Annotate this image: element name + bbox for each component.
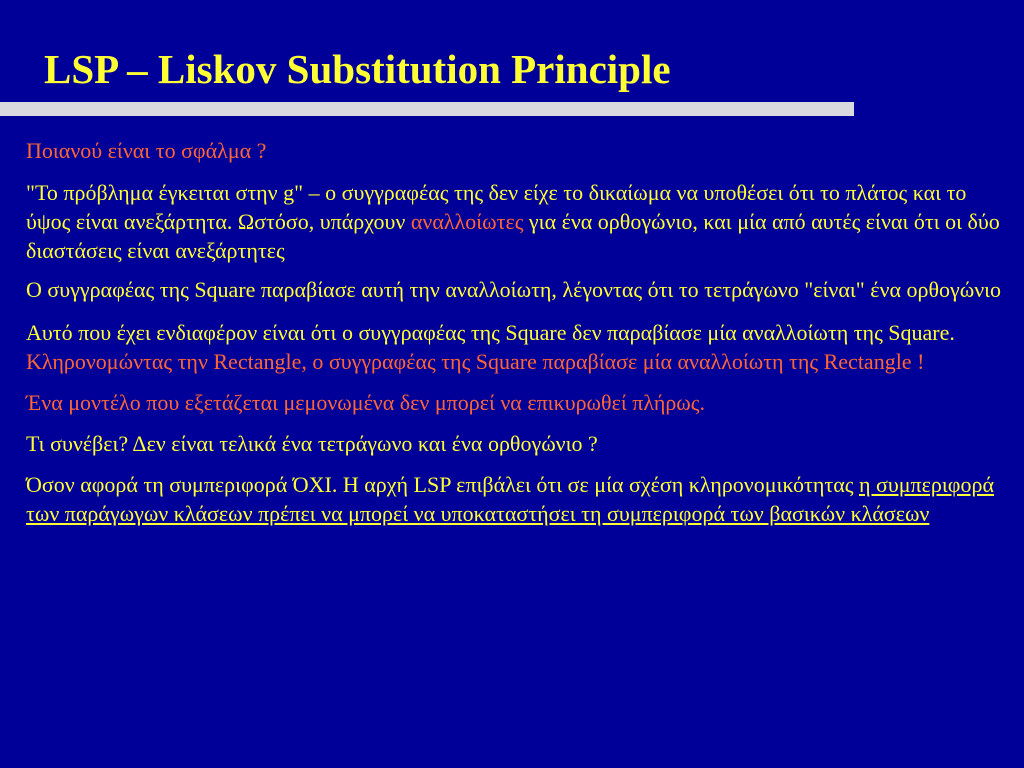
model-validation-paragraph: Ένα μοντέλο που εξετάζεται μεμονωμένα δεν μπορεί να επικυρωθεί πλήρως.: [26, 390, 705, 415]
title-divider: [0, 102, 854, 116]
problem-text-start: "Το πρόβλημα έγκειται στην g" – ο συγγραφέας της δεν είχε το δικαίωμα να υποθέσει ότι το πλάτος και το ύψος είναι ανεξάρτητα. Ωστόσο, υπάρχουν: [26, 180, 967, 234]
problem-paragraph: [26, 178, 1016, 265]
inheritance-violation-highlight: Κληρονομώντας την Rectangle, ο συγγραφέας της Square παραβίασε μία αναλλοίωτη της Rectangle !: [26, 349, 925, 374]
slide-title: LSP – Liskov Substitution Principle: [44, 46, 671, 92]
problem-text-end: για ένα ορθογώνιο, και μία από αυτές είναι ότι οι δύο διαστάσεις είναι ανεξάρτητες: [26, 209, 1000, 263]
question-paragraph: Ποιανού είναι το σφάλμα ?: [26, 138, 267, 163]
what-happened-paragraph: Τι συνέβει? Δεν είναι τελικά ένα τετράγωνο και ένα ορθογώνιο ?: [26, 431, 598, 456]
behavior-text: Όσον αφορά τη συμπεριφορά ΌΧΙ. Η αρχή LSP επιβάλει ότι σε μία σχέση κληρονομικότητας: [26, 472, 859, 497]
interesting-text: Αυτό που έχει ενδιαφέρον είναι ότι ο συγγραφέας της Square δεν παραβίασε μία αναλλοίωτη της Square.: [26, 320, 955, 345]
behavior-paragraph: [26, 470, 1016, 528]
lsp-definition-underlined: η συμπεριφορά των παράγωγων κλάσεων πρέπει να μπορεί να υποκαταστήσει τη συμπεριφορά των βασικών κλάσεων: [26, 472, 994, 526]
square-author-paragraph: Ο συγγραφέας της Square παραβίασε αυτή την αναλλοίωτη, λέγοντας ότι το τετράγωνο "είναι" ένα ορθογώνιο: [26, 277, 1002, 302]
interesting-paragraph: [26, 318, 1016, 376]
slide-body: [26, 136, 1016, 528]
invariants-highlight: αναλλοίωτες: [410, 209, 524, 234]
